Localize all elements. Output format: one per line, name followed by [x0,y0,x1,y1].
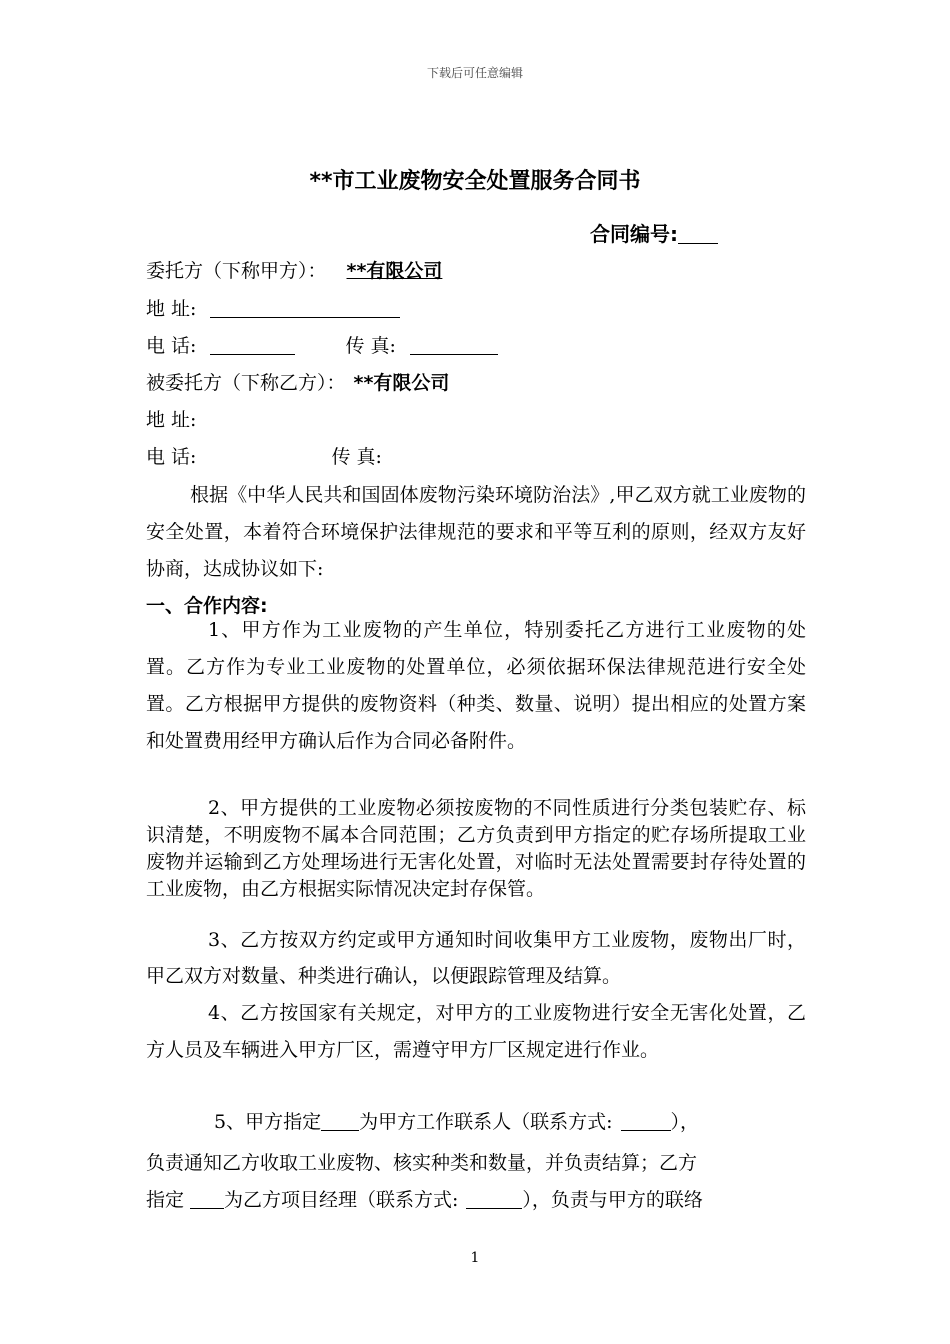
intro-paragraph: 根据《中华人民共和国固体废物污染环境防治法》,甲乙双方就工业废物的安全处置，本着符合环境保护法律规范的要求和平等互利的原则，经双方友好协商，达成协议如下: [146,484,806,580]
party-a-phone-line [146,331,498,358]
party-b-fax-label: 传 真: [331,446,382,468]
party-b-label: 被委托方（下称乙方）： [146,372,346,394]
clause-5-text-b: 为甲方工作联系人（联系方式: [359,1111,613,1133]
clause-5-text-a: 5、甲方指定 [214,1111,322,1133]
party-b-phone-label: 电 话: [146,446,197,468]
clause-3: 3、乙方按双方约定或甲方通知时间收集甲方工业废物，废物出厂时，甲乙双方对数量、种类进行确认，以便跟踪管理及结算。 [146,929,806,987]
clause-4: 4、乙方按国家有关规定，对甲方的工业废物进行安全无害化处置，乙方人员及车辆进入甲方厂区，需遵守甲方厂区规定进行作业。 [146,1002,806,1061]
clause-5-line-3 [146,1185,703,1212]
clause-5-text-e: 为乙方项目经理（联系方式: [224,1189,459,1211]
clause-1: 1、甲方作为工业废物的产生单位，特别委托乙方进行工业废物的处置。乙方作为专业工业废物的处置单位，必须依据环保法律规范进行安全处置。乙方根据甲方提供的废物资料（种类、数量、说明）提出相应的处置方案和处置费用经甲方确认后作为合同必备附件。 [146,619,806,752]
party-b-address-line [146,405,196,432]
contract-number-blank [678,223,718,244]
party-a-fax-label: 传 真: [345,335,396,357]
header-note: 下载后可任意编辑 [426,66,523,80]
page-number: 1 [470,1250,480,1266]
section-1-heading: 一、合作内容: [146,595,268,617]
party-b-manager-blank [190,1189,224,1209]
party-b-phone-line [146,442,382,469]
party-a-address-label: 地 址: [146,298,197,320]
clause-5-text-c: ）， [670,1111,700,1133]
clause-5-line-1 [214,1107,699,1134]
party-b-address-label: 地 址: [146,409,197,431]
party-a-label: 委托方（下称甲方）： [146,260,327,282]
party-a-line [146,256,460,283]
party-a-name: **有限公司 [346,260,443,282]
party-a-phone-blank [210,335,295,355]
clause-5-line-2: 负责通知乙方收取工业废物、核实种类和数量，并负责结算；乙方 [146,1152,698,1174]
party-b-line [146,368,449,395]
party-a-contact-blank [321,1111,359,1131]
clause-2: 2、甲方提供的工业废物必须按废物的不同性质进行分类包装贮存、标识清楚，不明废物不属本合同范围；乙方负责到甲方指定的贮存场所提取工业废物并运输到乙方处理场进行无害化处置，对临时无法处置需要封存待处置的工业废物，由乙方根据实际情况决定封存保管。 [146,797,806,900]
party-b-name: **有限公司 [353,372,450,394]
document-title: **市工业废物安全处置服务合同书 [309,169,641,194]
party-a-address-line [146,294,400,321]
party-a-contact-info-blank [621,1111,671,1131]
contract-number-label: 合同编号: [590,222,678,246]
contract-number [590,218,718,247]
party-b-contact-info-blank [466,1189,522,1209]
party-a-fax-blank [410,335,498,355]
clause-5-text-f: ），负责与甲方的联络 [522,1189,703,1211]
party-a-address-blank [210,298,400,318]
party-a-phone-label: 电 话: [146,335,197,357]
clause-5-text-d: 指定 [146,1189,185,1211]
